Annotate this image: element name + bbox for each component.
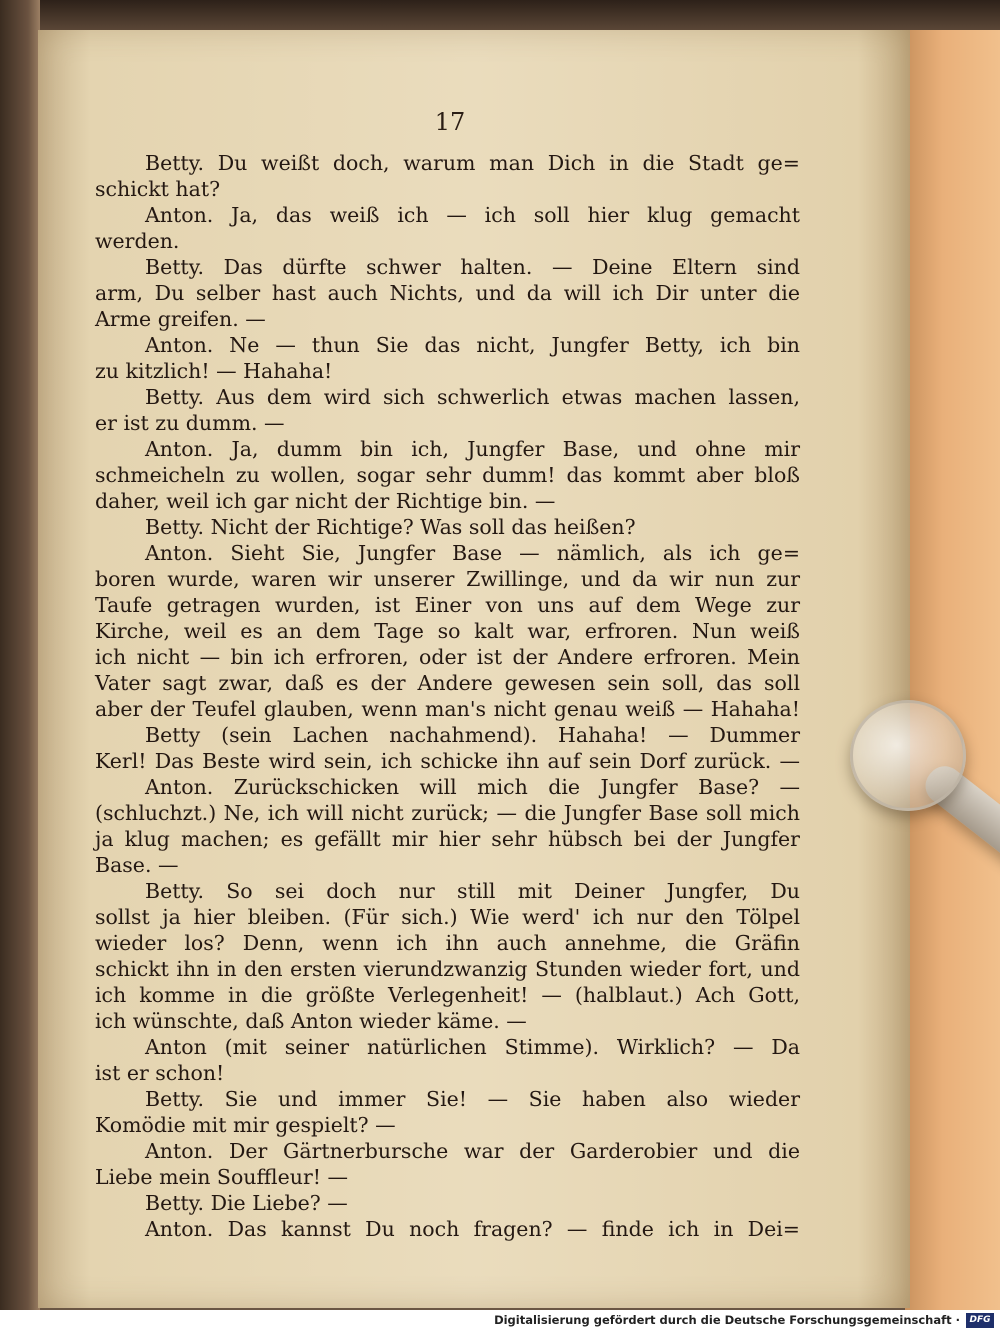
text-line: Taufe getragen wurden, ist Einer von uns auf dem Wege zur [95,593,800,617]
text-line: daher, weil ich gar nicht der Richtige bin. — [95,489,556,513]
text-line: Base. — [95,853,179,877]
cover-board-edge [905,30,1000,1310]
text-line: Betty. Sie und immer Sie! — Sie haben also wieder [145,1087,800,1111]
text-line: arm, Du selber hast auch Nichts, und da will ich Dir unter die [95,281,800,305]
text-line: (schluchzt.) Ne, ich will nicht zurück; — die Jungfer Base soll mich [95,801,800,825]
text-line: schmeicheln zu wollen, sogar sehr dumm! das kommt aber bloß [95,463,800,487]
text-line: Betty. Aus dem wird sich schwerlich etwas machen lassen, [145,385,800,409]
text-line: ich nicht — bin ich erfroren, oder ist der Andere erfroren. Mein [95,645,800,669]
text-line: Anton. Ne — thun Sie das nicht, Jungfer Betty, ich bin [145,333,800,357]
text-line: ich wünschte, daß Anton wieder käme. — [95,1009,527,1033]
text-line: Arme greifen. — [95,307,266,331]
text-line: werden. [95,229,180,253]
scan-background-left [0,0,40,1332]
text-line: schickt ihn in den ersten vierundzwanzig Stunden wieder fort, und [95,957,800,981]
text-line: Betty. Nicht der Richtige? Was soll das heißen? [145,515,636,539]
text-line: zu kitzlich! — Hahaha! [95,359,333,383]
text-line: aber der Teufel glauben, wenn man's nicht genau weiß — Hahaha! [95,697,800,721]
text-line: Betty. Das dürfte schwer halten. — Deine Eltern sind [145,255,800,279]
text-line: ja klug machen; es gefällt mir hier sehr hübsch bei der Jungfer [95,827,800,851]
text-line: Anton. Zurückschicken will mich die Jungfer Base? — [145,775,800,799]
text-line: Betty. So sei doch nur still mit Deiner Jungfer, Du [145,879,800,903]
text-line: Kerl! Das Beste wird sein, ich schicke ihn auf sein Dorf zurück. — [95,749,800,773]
text-line: Kirche, weil es an dem Tage so kalt war, erfroren. Nun weiß [95,619,800,643]
text-line: Liebe mein Souffleur! — [95,1165,349,1189]
footer-credit: Digitalisierung gefördert durch die Deutsche Forschungsgemeinschaft · [494,1313,960,1327]
text-line: Anton. Das kannst Du noch fragen? — finde ich in Dei= [145,1217,800,1241]
magnifier-lens [850,700,966,811]
text-line: Anton. Ja, dumm bin ich, Jungfer Base, und ohne mir [145,437,800,461]
page-number: 17 [434,108,466,136]
text-line: Komödie mit mir gespielt? — [95,1113,396,1137]
digitization-footer [0,1310,1000,1332]
text-line: Betty (sein Lachen nachahmend). Hahaha! — Dummer [145,723,800,747]
text-line: Vater sagt zwar, daß es der Andere gewesen sein soll, das soll [95,671,800,695]
text-line: ist er schon! [95,1061,225,1085]
text-line: ich komme in die größte Verlegenheit! — (halblaut.) Ach Gott, [95,983,800,1007]
text-line: Anton. Der Gärtnerbursche war der Garderobier und die [145,1139,800,1163]
text-line: Anton. Ja, das weiß ich — ich soll hier klug gemacht [145,203,800,227]
text-line: wieder los? Denn, wenn ich ihn auch annehme, die Gräfin [95,931,800,955]
dfg-logo-icon: DFG [966,1313,994,1328]
page-text [95,150,800,1242]
text-line: Betty. Du weißt doch, warum man Dich in die Stadt ge= [145,151,800,175]
text-line: Anton. Sieht Sie, Jungfer Base — nämlich, als ich ge= [145,541,800,565]
text-line: Betty. Die Liebe? — [145,1191,348,1215]
text-line: sollst ja hier bleiben. (Für sich.) Wie werd' ich nur den Tölpel [95,905,800,929]
text-line: Anton (mit seiner natürlichen Stimme). Wirklich? — Da [145,1035,800,1059]
text-line: boren wurde, waren wir unserer Zwillinge, und da wir nun zur [95,567,800,591]
text-line: schickt hat? [95,177,221,201]
text-line: er ist zu dumm. — [95,411,285,435]
scan-background-top [0,0,1000,30]
